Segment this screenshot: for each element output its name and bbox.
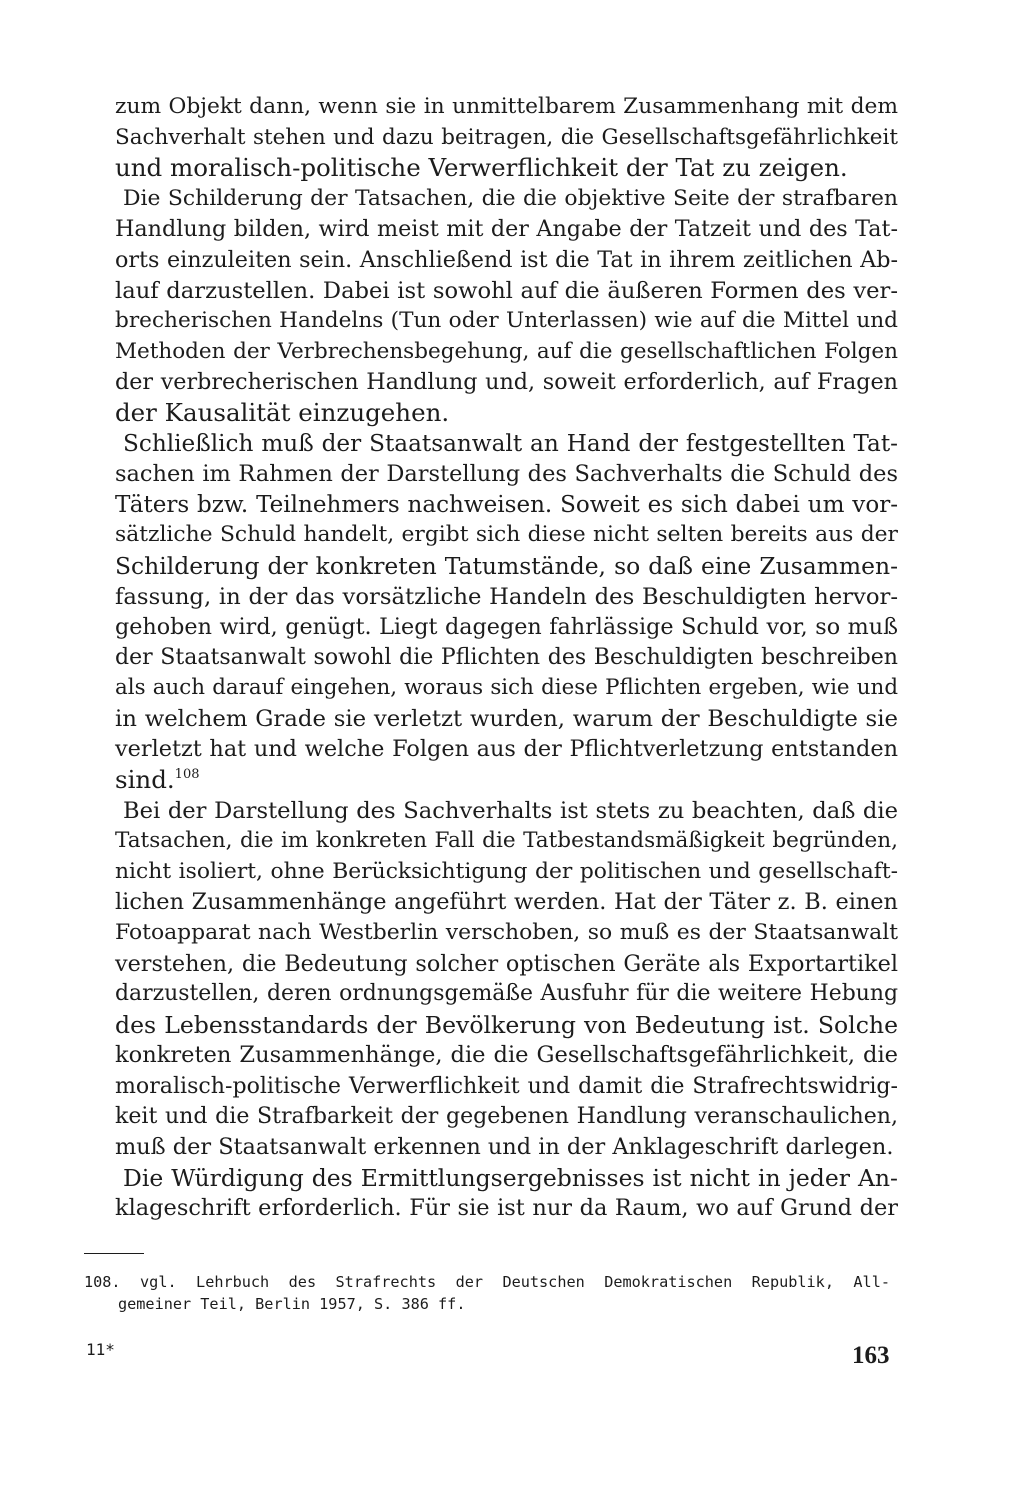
text-line: gehoben wird, genügt. Liegt dagegen fahrlässige Schuld vor, so muß xyxy=(115,614,898,641)
paragraph xyxy=(115,92,898,184)
paragraph xyxy=(115,796,898,1163)
body-text xyxy=(115,92,898,1224)
paragraph xyxy=(115,429,898,796)
text-line: Schilderung der konkreten Tatumstände, so daß eine Zusammen- xyxy=(115,551,898,580)
footnote-divider xyxy=(84,1253,144,1254)
text-line: orts einzuleiten sein. Anschließend ist die Tat in ihrem zeitlichen Ab- xyxy=(115,246,898,273)
text-line: und moralisch-politische Verwerflichkeit der Tat zu zeigen. xyxy=(115,153,848,183)
text-line: moralisch-politische Verwerflichkeit und damit die Strafrechtswidrig- xyxy=(115,1073,898,1099)
paragraph xyxy=(115,1163,898,1224)
text-line: Schließlich muß der Staatsanwalt an Hand der festgestellten Tat- xyxy=(123,429,898,457)
text-line: Bei der Darstellung des Sachverhalts ist stets zu beachten, daß die xyxy=(123,797,898,824)
text-line: darzustellen, deren ordnungsgemäße Ausfuhr für die weitere Hebung xyxy=(115,981,898,1007)
text-line xyxy=(115,765,898,796)
text-line: Sachverhalt stehen und dazu beitragen, die Gesellschaftsgefährlichkeit xyxy=(115,124,898,150)
text-line: Täters bzw. Teilnehmers nachweisen. Soweit es sich dabei um vor- xyxy=(115,491,898,518)
text-line: sachen im Rahmen der Darstellung des Sachverhalts die Schuld des xyxy=(115,461,898,488)
footnote-reference: 108 xyxy=(174,767,200,783)
signature-marker: 11* xyxy=(86,1340,115,1359)
text-line: sätzliche Schuld handelt, ergibt sich diese nicht selten bereits aus der xyxy=(115,522,898,548)
text-line: Methoden der Verbrechensbegehung, auf die gesellschaftlichen Folgen xyxy=(115,338,898,364)
text-line: als auch darauf eingehen, woraus sich diese Pflichten ergeben, wie und xyxy=(115,675,898,701)
text-line: der Kausalität einzugehen. xyxy=(115,397,450,427)
text-line: lauf darzustellen. Dabei ist sowohl auf die äußeren Formen des ver- xyxy=(115,277,898,304)
text-line: Die Schilderung der Tatsachen, die die objektive Seite der strafbaren xyxy=(123,185,898,211)
text-line: Handlung bilden, wird meist mit der Angabe der Tatzeit und des Tat- xyxy=(115,216,898,243)
text-line: Fotoapparat nach Westberlin verschoben, so muß es der Staatsanwalt xyxy=(115,920,898,946)
text-line: lichen Zusammenhänge angeführt werden. Hat der Täter z. B. einen xyxy=(115,889,898,916)
text-line: in welchem Grade sie verletzt wurden, warum der Beschuldigte sie xyxy=(115,705,898,732)
text-line: brecherischen Handelns (Tun oder Unterlassen) wie auf die Mittel und xyxy=(115,308,898,334)
text-line: der Staatsanwalt sowohl die Pflichten des Beschuldigten beschreiben xyxy=(115,644,898,670)
line-text: sind. xyxy=(115,765,175,795)
footnote xyxy=(84,1271,890,1315)
text-line: nicht isoliert, ohne Berücksichtigung der politischen und gesellschaft- xyxy=(115,858,898,884)
text-line: fassung, in der das vorsätzliche Handeln des Beschuldigten hervor- xyxy=(115,583,898,610)
text-line: keit und die Strafbarkeit der gegebenen Handlung veranschaulichen, xyxy=(115,1103,898,1129)
text-line: verletzt hat und welche Folgen aus der Pflichtverletzung entstanden xyxy=(115,736,898,763)
text-line: muß der Staatsanwalt erkennen und in der Anklageschrift darlegen. xyxy=(115,1134,894,1161)
text-line: des Lebensstandards der Bevölkerung von Bedeutung ist. Solche xyxy=(115,1010,898,1039)
text-line: klageschrift erforderlich. Für sie ist nur da Raum, wo auf Grund der xyxy=(115,1195,898,1222)
text-line: Tatsachen, die im konkreten Fall die Tatbestandsmäßigkeit begründen, xyxy=(115,828,898,854)
paragraph xyxy=(115,184,898,429)
text-line: zum Objekt dann, wenn sie in unmittelbarem Zusammenhang mit dem xyxy=(115,94,898,119)
footnote-line: 108. vgl. Lehrbuch des Strafrechts der Deutschen Demokratischen Republik, All- xyxy=(84,1273,890,1291)
text-line: verstehen, die Bedeutung solcher optischen Geräte als Exportartikel xyxy=(115,950,898,977)
text-line: der verbrecherischen Handlung und, soweit erforderlich, auf Fragen xyxy=(115,369,898,396)
footnote-line: gemeiner Teil, Berlin 1957, S. 386 ff. xyxy=(118,1295,466,1313)
text-line: Die Würdigung des Ermittlungsergebnisses ist nicht in jeder An- xyxy=(123,1163,898,1192)
text-line: konkreten Zusammenhänge, die die Gesellschaftsgefährlichkeit, die xyxy=(115,1042,898,1069)
page-number: 163 xyxy=(852,1342,890,1369)
